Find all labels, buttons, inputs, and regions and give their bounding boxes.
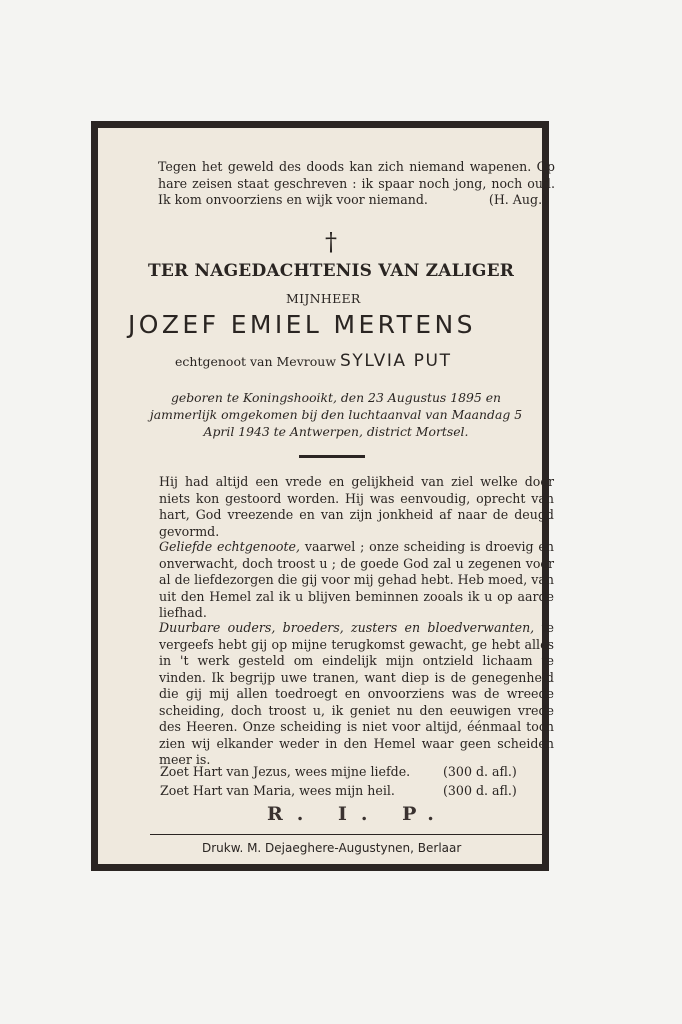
prayer-1-text: Zoet Hart van Jezus, wees mijne liefde. — [160, 764, 411, 779]
cross-icon: † — [325, 228, 337, 256]
rip-text: R. I. P. — [267, 803, 448, 825]
prayer-2-indulgence: (300 d. afl.) — [443, 783, 517, 798]
memorial-card — [91, 121, 555, 871]
deceased-name: JOZEF EMIEL MERTENS — [128, 310, 476, 339]
prayer-1 — [160, 764, 410, 779]
prayer-2-text: Zoet Hart van Maria, wees mijn heil. — [160, 783, 395, 798]
spouse-name: SYLVIA PUT — [340, 351, 452, 371]
family-address: Duurbare ouders, broeders, zusters en bloedverwanten, — [159, 620, 535, 635]
motto-text — [158, 159, 555, 209]
spouse-address: Geliefde echtgenoote, — [159, 539, 301, 554]
prayer-1-indulgence: (300 d. afl.) — [443, 764, 517, 779]
spouse-line — [175, 351, 452, 371]
printer-credit: Drukw. M. Dejaeghere-Augustynen, Berlaar — [202, 841, 462, 855]
motto-source: (H. Aug.) — [488, 192, 547, 207]
birth-death-details: geboren te Koningshooikt, den 23 Augustus 1895 en jammerlijk omgekomen bij den luchtaanval van Maandag 5 April 1943 te Antwerpen, district Mortsel. — [149, 390, 523, 439]
spouse-farewell-paragraph — [159, 539, 554, 622]
character-paragraph: Hij had altijd een vrede en gelijkheid van ziel welke door niets kon gestoord worden. Hij was eenvoudig, oprecht van hart, God vreezende en van zijn jonkheid af naar de deugd gevormd. — [159, 474, 554, 539]
title-mijnheer: MIJNHEER — [286, 291, 361, 306]
footer-rule — [150, 834, 542, 835]
separator-bar — [299, 455, 365, 458]
family-farewell-text: te vergeefs hebt gij op mijne terugkomst gewacht, ge hebt alles in 't werk gesteld om eindelijk mijn ontzield lichaam te vinden. Ik begrijp uwe tranen, want diep is de genegenheid die gij mij allen toedroegt en onvoorziens was de wreede scheiding, doch troost u, ik geniet nu den eeuwigen vrede des Heeren. Onze scheiding is niet voor altijd, éénmaal toch zien wij elkander weder in den Hemel waar geen scheiden meer is. — [159, 620, 554, 767]
motto-quote: Tegen het geweld des doods kan zich niemand wapenen. Op hare zeisen staat geschreven : ik spaar noch jong, noch oud. Ik kom onvoorziens en wijk voor niemand. — [158, 159, 555, 207]
memorial-heading: TER NAGEDACHTENIS VAN ZALIGER — [148, 261, 515, 281]
prayer-2 — [160, 783, 395, 798]
spouse-prefix: echtgenoot van Mevrouw — [175, 354, 337, 369]
spouse-farewell-text: vaarwel ; onze scheiding is droevig en onverwacht, doch troost u ; de goede God zal u zegenen voor al de liefdezorgen die gij voor mij gehad hebt. Heb moed, van uit den Hemel zal ik u blijven beminnen zooals ik u op aarde liefhad. — [159, 539, 554, 620]
family-farewell-paragraph — [159, 620, 554, 769]
